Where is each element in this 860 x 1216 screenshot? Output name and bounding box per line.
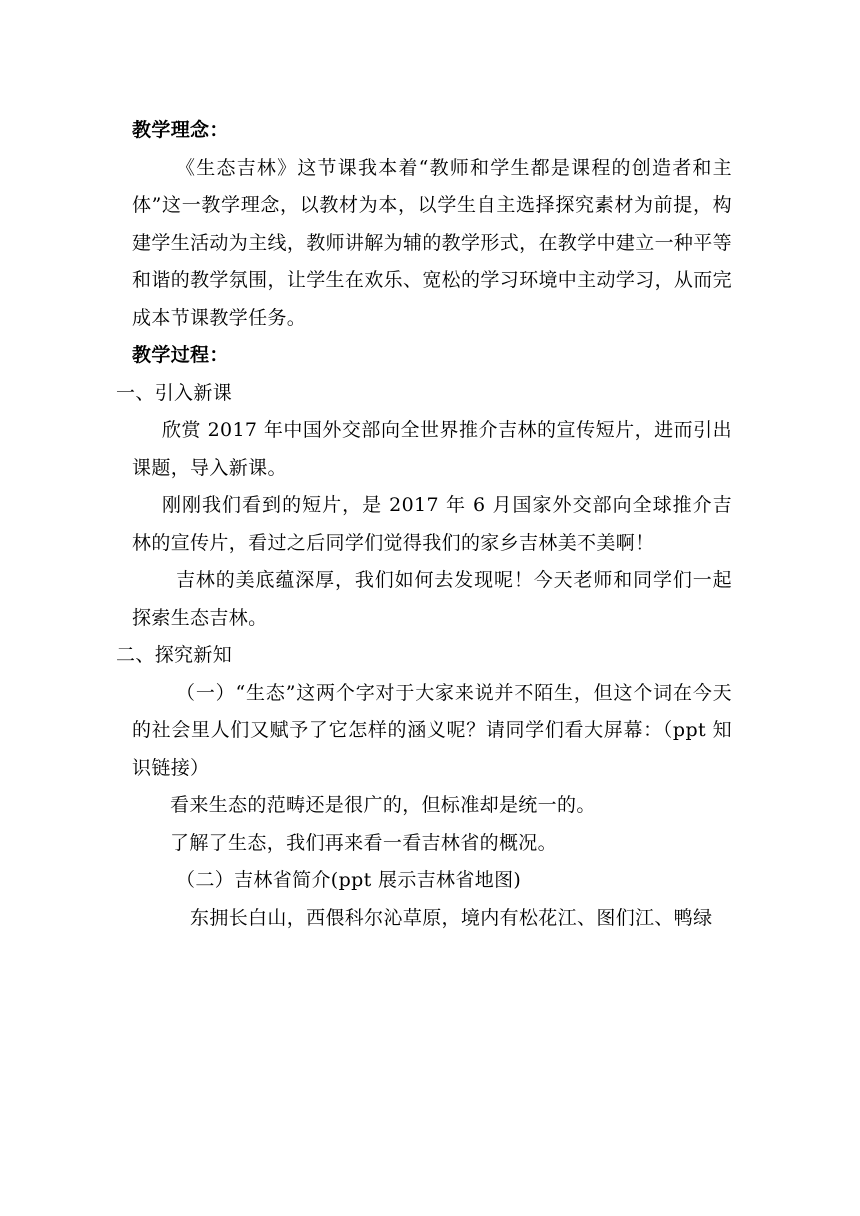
paragraph-explore-5: 东拥长白山，西偎科尔沁草原，境内有松花江、图们江、鸭绿 [190, 906, 713, 929]
section-title-introduction: 一、引入新课 [116, 381, 233, 404]
paragraph-explore-3: 了解了生态，我们再来看一看吉林省的概况。 [170, 831, 558, 854]
paragraph-explore-2: 看来生态的范畴还是很广的，但标准却是统一的。 [170, 794, 596, 816]
heading-teaching-process: 教学过程： [132, 344, 229, 366]
paragraph-explore-4: （二）吉林省简介(ppt 展示吉林省地图) [176, 869, 522, 891]
paragraph-introduction-1: 欣赏 2017 年中国外交部向全世界推介吉林的宣传短片，进而引出课题，导入新课。 [132, 419, 732, 479]
document-body [116, 112, 732, 937]
paragraph-explore-1: （一）“生态”这两个字对于大家来说并不陌生，但这个词在今天的社会里人们又赋予了它怎样的涵义呢？请同学们看大屏幕：（ppt 知识链接） [132, 681, 732, 779]
paragraph-introduction-2: 刚刚我们看到的短片，是 2017 年 6 月国家外交部向全球推介吉林的宣传片，看过之后同学们觉得我们的家乡吉林美不美啊！ [132, 494, 732, 554]
paragraph-introduction-3: 吉林的美底蕴深厚，我们如何去发现呢！今天老师和同学们一起探索生态吉林。 [132, 569, 732, 629]
paragraph-teaching-concept: 《生态吉林》这节课我本着“教师和学生都是课程的创造者和主体”这一教学理念，以教材为本，以学生自主选择探究素材为前提，构建学生活动为主线，教师讲解为辅的教学形式，在教学中建立一种平等和谐的教学氛围，让学生在欢乐、宽松的学习环境中主动学习，从而完成本节课教学任务。 [132, 156, 732, 329]
section-title-explore: 二、探究新知 [116, 644, 233, 666]
heading-teaching-concept: 教学理念： [132, 119, 229, 141]
